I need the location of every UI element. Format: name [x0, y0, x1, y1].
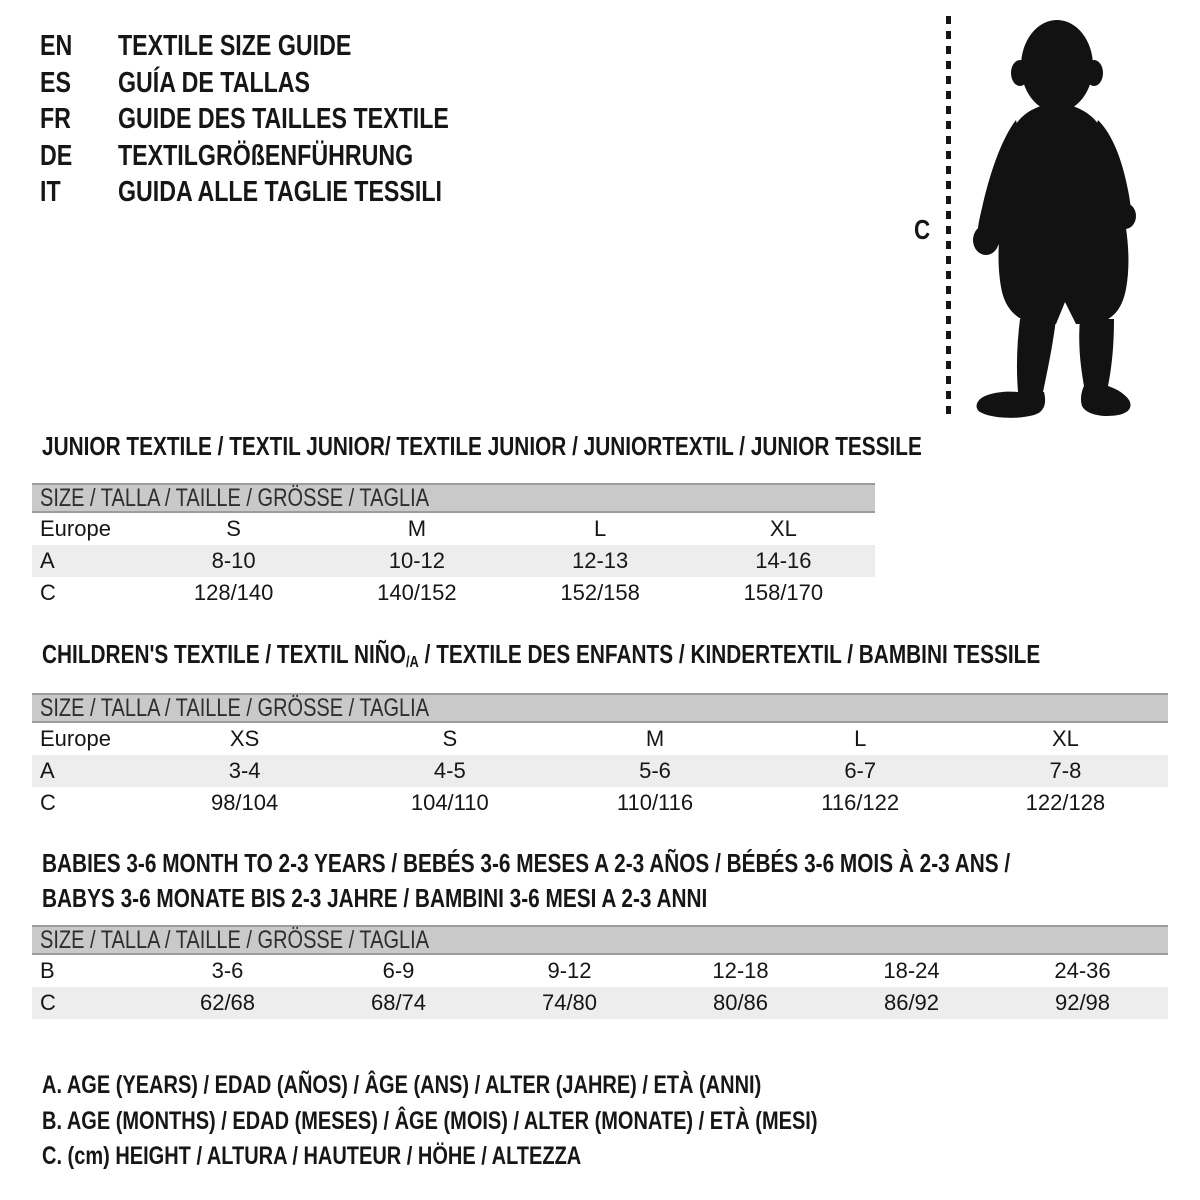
- column-header-cell: Europe: [40, 516, 111, 541]
- row-label-cell: A: [40, 758, 55, 783]
- column-header-cell: XL: [769, 516, 797, 541]
- row-label-cell: C: [40, 990, 56, 1015]
- footnote-text: B. AGE (MONTHS) / EDAD (MESES) / ÂGE (MOIS) / ALTER (MONATE) / ETÀ (MESI): [42, 1106, 818, 1135]
- section-childrens-textile: [32, 641, 1168, 819]
- row-label-cell: C: [40, 580, 56, 605]
- column-header-cell: L: [854, 726, 867, 751]
- heading-part: / TEXTILE DES ENFANTS / KINDERTEXTIL / BAMBINI TESSILE: [418, 639, 1041, 669]
- section-junior-textile: [32, 431, 922, 609]
- language-row-fr: [40, 101, 532, 138]
- column-header-cell: M: [645, 726, 665, 751]
- table-cell: 158/170: [743, 580, 824, 605]
- heading-part-subscript: /A: [405, 653, 419, 672]
- table-header-row: [32, 723, 1168, 755]
- table-cell: 10-12: [388, 548, 446, 573]
- language-code: DE: [40, 139, 73, 172]
- table-cell: 104/110: [410, 790, 489, 815]
- table-cell: 14-16: [755, 548, 812, 573]
- language-row-de: [40, 138, 532, 175]
- section-heading-text: JUNIOR TEXTILE / TEXTIL JUNIOR/ TEXTILE JUNIOR / JUNIORTEXTIL / JUNIOR TESSILE: [42, 431, 922, 461]
- table-cell: 12-18: [712, 958, 769, 983]
- section-heading-junior: [32, 431, 922, 461]
- section-heading-babies-line2: [32, 881, 1168, 916]
- section-heading-babies-line1: [32, 846, 1168, 881]
- size-header-bar: [32, 693, 1168, 723]
- row-label-cell: C: [40, 790, 56, 815]
- heading-part: CHILDREN'S TEXTILE / TEXTIL NIÑO: [42, 639, 406, 669]
- table-cell: 6-7: [844, 758, 877, 783]
- footnote-text: A. AGE (YEARS) / EDAD (AÑOS) / ÂGE (ANS) / ALTER (JAHRE) / ETÀ (ANNI): [42, 1071, 762, 1099]
- guide-title-es: GUÍA DE TALLAS: [118, 66, 311, 99]
- table-row-age: [32, 545, 875, 577]
- column-header-cell: S: [226, 516, 241, 541]
- language-row-en: [40, 28, 532, 65]
- table-cell: 74/80: [541, 990, 598, 1015]
- table-cell: 110/116: [616, 790, 694, 815]
- table-row-age-months: [32, 955, 1168, 987]
- size-header-bar: [32, 925, 1168, 955]
- table-cell: 9-12: [547, 958, 592, 983]
- column-header-cell: S: [442, 726, 458, 751]
- column-header-cell: Europe: [40, 726, 111, 751]
- guide-title-it: GUIDA ALLE TAGLIE TESSILI: [118, 176, 442, 209]
- table-header-row: [32, 513, 875, 545]
- table-cell: 92/98: [1054, 990, 1111, 1015]
- language-row-it: [40, 174, 532, 211]
- table-cell: 3-6: [211, 958, 244, 983]
- table-cell: 24-36: [1054, 958, 1111, 983]
- language-code: FR: [40, 103, 71, 136]
- table-cell: 3-4: [228, 758, 261, 783]
- language-code: ES: [40, 66, 71, 99]
- table-cell: 116/122: [821, 790, 900, 815]
- table-cell: 5-6: [639, 758, 671, 783]
- language-code: EN: [40, 30, 73, 62]
- legend-footnotes: [42, 1068, 1011, 1175]
- footnote-c: [42, 1139, 1011, 1175]
- height-measure-label: C: [914, 214, 931, 245]
- column-header-cell: XS: [229, 726, 260, 751]
- table-cell: 86/92: [883, 990, 940, 1015]
- size-header-label: SIZE / TALLA / TAILLE / GRÖSSE / TAGLIA: [40, 693, 430, 722]
- table-cell: 80/86: [712, 990, 769, 1015]
- column-header-cell: M: [407, 516, 427, 541]
- table-cell: 4-5: [433, 758, 466, 783]
- section-babies-textile: [32, 846, 1168, 1019]
- table-cell: 6-9: [382, 958, 415, 983]
- guide-title-fr: GUIDE DES TAILLES TEXTILE: [118, 103, 449, 136]
- row-label-cell: A: [40, 548, 55, 573]
- table-row-height: [32, 787, 1168, 819]
- toddler-silhouette-icon: [962, 16, 1142, 421]
- table-cell: 18-24: [883, 958, 940, 983]
- table-row-age: [32, 755, 1168, 787]
- section-heading-text: [42, 641, 1040, 675]
- table-cell: 68/74: [370, 990, 427, 1015]
- section-heading-text: BABIES 3-6 MONTH TO 2-3 YEARS / BEBÉS 3-6 MESES A 2-3 AÑOS / BÉBÉS 3-6 MOIS À 2-3 ANS /: [42, 848, 1011, 878]
- table-cell: 62/68: [199, 990, 256, 1015]
- table-row-height: [32, 577, 875, 609]
- table-cell: 140/152: [377, 580, 457, 605]
- table-cell: 8-10: [211, 548, 256, 573]
- section-heading-children: [32, 639, 1168, 672]
- footnote-a: [42, 1068, 1011, 1104]
- table-cell: 98/104: [210, 790, 279, 815]
- table-cell: 152/158: [560, 580, 640, 605]
- table-row-height: [32, 987, 1168, 1019]
- size-header-label: SIZE / TALLA / TAILLE / GRÖSSE / TAGLIA: [40, 925, 430, 954]
- size-header-label: SIZE / TALLA / TAILLE / GRÖSSE / TAGLIA: [40, 483, 430, 512]
- size-header-bar: [32, 483, 875, 513]
- guide-title-de: TEXTILGRÖßENFÜHRUNG: [118, 139, 414, 172]
- column-header-cell: L: [594, 516, 607, 541]
- column-header-cell: XL: [1051, 726, 1079, 751]
- table-cell: 12-13: [571, 548, 629, 573]
- language-row-es: [40, 65, 532, 102]
- footnote-text: C. (cm) HEIGHT / ALTURA / HAUTEUR / HÖHE / ALTEZZA: [42, 1142, 582, 1170]
- table-cell: 7-8: [1049, 758, 1082, 783]
- table-cell: 122/128: [1025, 790, 1106, 815]
- height-measure-dashed-line: [946, 16, 951, 416]
- section-heading-text: BABYS 3-6 MONATE BIS 2-3 JAHRE / BAMBINI 3-6 MESI A 2-3 ANNI: [42, 883, 708, 913]
- language-title-block: [40, 28, 532, 211]
- table-cell: 128/140: [193, 580, 274, 605]
- row-label-cell: B: [40, 958, 55, 983]
- language-code: IT: [40, 176, 61, 209]
- footnote-b: [42, 1104, 1011, 1140]
- guide-title-en: TEXTILE SIZE GUIDE: [118, 30, 352, 62]
